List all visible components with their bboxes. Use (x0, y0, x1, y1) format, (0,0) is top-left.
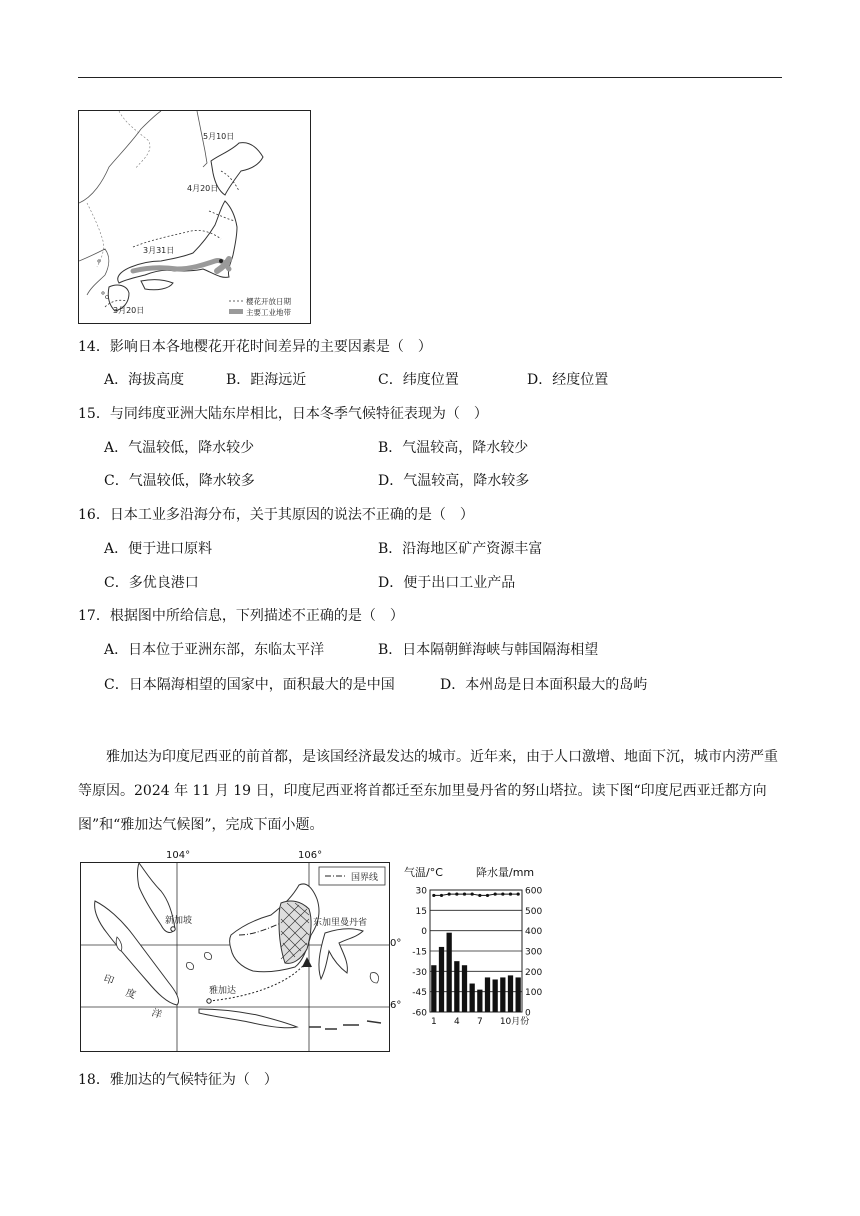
q17-option-d[interactable]: D．本州岛是日本面积最大的岛屿 (440, 677, 648, 693)
label-lat-6: 6° (390, 1000, 402, 1011)
precip-tick-label: 200 (525, 967, 543, 978)
q16-option-c[interactable]: C．多优良港口 (104, 575, 199, 591)
q14-option-b[interactable]: B．距海远近 (226, 372, 307, 388)
temp-tick-label: -60 (412, 1008, 427, 1019)
q14-option-d[interactable]: D．经度位置 (527, 372, 609, 388)
precip-bar (500, 977, 505, 1012)
q17-option-a[interactable]: A．日本位于亚洲东部，东临太平洋 (104, 642, 325, 658)
q16-option-b[interactable]: B．沿海地区矿产资源丰富 (378, 541, 543, 557)
precip-bar (470, 984, 475, 1012)
label-lon-106: 106° (298, 850, 323, 861)
label-mar31: 3月31日 (143, 246, 175, 255)
label-apr20: 4月20日 (187, 184, 219, 193)
temperature-point (501, 892, 504, 895)
month-tick-label: 10月份 (499, 1017, 530, 1027)
precip-bar (508, 975, 513, 1012)
temperature-point (432, 894, 435, 897)
q14-option-a[interactable]: A．海拔高度 (104, 372, 185, 388)
precip-bar (454, 961, 459, 1012)
month-tick-label: 4 (453, 1017, 460, 1027)
month-tick-label: 1 (430, 1017, 437, 1027)
jakarta-climate-chart (400, 860, 550, 1040)
q15-option-b[interactable]: B．气温较高，降水较少 (378, 440, 529, 456)
legend-border: 国界线 (351, 873, 379, 883)
legend-industry-swatch (229, 309, 243, 314)
header-rule (78, 77, 782, 78)
label-mar20: 3月20日 (113, 306, 145, 315)
legend-industry: 主要工业地带 (246, 308, 291, 317)
label-ocean-2: 度 (123, 987, 138, 1002)
passage: 雅加达为印度尼西亚的前首都，是该国经济最发达的城市。近年来，由于人口激增、地面下沉，城市内涝严重等原因。2024 年 11 月 19 日，印度尼西亚将首都迁至东加里曼丹省的努山塔拉。读下图“印度尼西亚迁都方向图”和“雅加达气候图”，完成下面小题。 (78, 749, 778, 833)
precip-tick-label: 500 (525, 906, 543, 917)
indonesia-map (81, 863, 389, 1051)
q17-option-c[interactable]: C．日本隔海相望的国家中，面积最大的是中国 (104, 677, 395, 693)
label-ocean-1: 印 (101, 973, 116, 988)
temp-tick-label: 0 (421, 927, 427, 938)
legend-bloom: 樱花开放日期 (246, 297, 291, 306)
label-jakarta: 雅加达 (209, 986, 237, 996)
temperature-point (471, 892, 474, 895)
temperature-point (440, 894, 443, 897)
chart-title-precipitation: 降水量/mm (476, 866, 535, 879)
month-tick-label: 7 (476, 1017, 483, 1027)
precip-bar (516, 977, 521, 1012)
label-ocean-3: 洋 (149, 1007, 164, 1022)
precip-tick-label: 100 (525, 988, 543, 999)
precip-bar (493, 979, 498, 1012)
precip-bar (447, 933, 452, 1012)
precip-tick-label: 300 (525, 947, 543, 958)
precip-tick-label: 400 (525, 927, 543, 938)
temperature-point (448, 892, 451, 895)
label-lon-104: 104° (166, 850, 191, 861)
japan-map-figure (78, 110, 311, 324)
temperature-line (434, 894, 518, 895)
temperature-point (486, 894, 489, 897)
temp-tick-label: 15 (415, 906, 427, 917)
precip-bar (439, 947, 444, 1012)
label-lat-0: 0° (390, 938, 402, 949)
q16-option-a[interactable]: A．便于进口原料 (104, 541, 213, 557)
temperature-point (494, 892, 497, 895)
temp-tick-label: -30 (412, 967, 427, 978)
q15-option-d[interactable]: D．气温较高，降水较多 (378, 473, 530, 489)
q14-stem: 14．影响日本各地樱花开花时间差异的主要因素是（ ） (78, 339, 432, 355)
temperature-point (478, 894, 481, 897)
q14-option-c[interactable]: C．纬度位置 (378, 372, 459, 388)
temperature-point (517, 892, 520, 895)
precip-bar (485, 977, 490, 1012)
q15-option-a[interactable]: A．气温较低，降水较少 (104, 440, 255, 456)
chart-title-temperature: 气温/°C (404, 866, 443, 879)
label-may10: 5月10日 (203, 132, 235, 141)
q18-stem: 18．雅加达的气候特征为（ ） (78, 1072, 278, 1088)
japan-map (79, 111, 310, 323)
temp-tick-label: -45 (412, 988, 427, 999)
label-singapore: 新加坡 (165, 916, 193, 926)
precip-bar (431, 965, 436, 1012)
q16-stem: 16．日本工业多沿海分布，关于其原因的说法不正确的是（ ） (78, 507, 474, 523)
temperature-point (463, 892, 466, 895)
q17-stem: 17．根据图中所给信息，下列描述不正确的是（ ） (78, 608, 404, 624)
precip-tick-label: 600 (525, 886, 543, 897)
temperature-point (455, 892, 458, 895)
q15-stem: 15．与同纬度亚洲大陆东岸相比，日本冬季气候特征表现为（ ） (78, 406, 488, 422)
indonesia-map-figure (80, 862, 390, 1052)
temp-tick-label: 30 (415, 886, 427, 897)
precip-bar (462, 965, 467, 1012)
q15-option-c[interactable]: C．气温较低，降水较多 (104, 473, 255, 489)
temperature-point (509, 892, 512, 895)
q16-option-d[interactable]: D．便于出口工业产品 (378, 575, 516, 591)
label-east-kalimantan: 东加里曼丹省 (313, 918, 368, 928)
temp-tick-label: -15 (412, 947, 427, 958)
precip-bar (477, 990, 482, 1012)
precip-tick-label: 0 (525, 1008, 531, 1019)
q17-option-b[interactable]: B．日本隔朝鲜海峡与韩国隔海相望 (378, 642, 599, 658)
